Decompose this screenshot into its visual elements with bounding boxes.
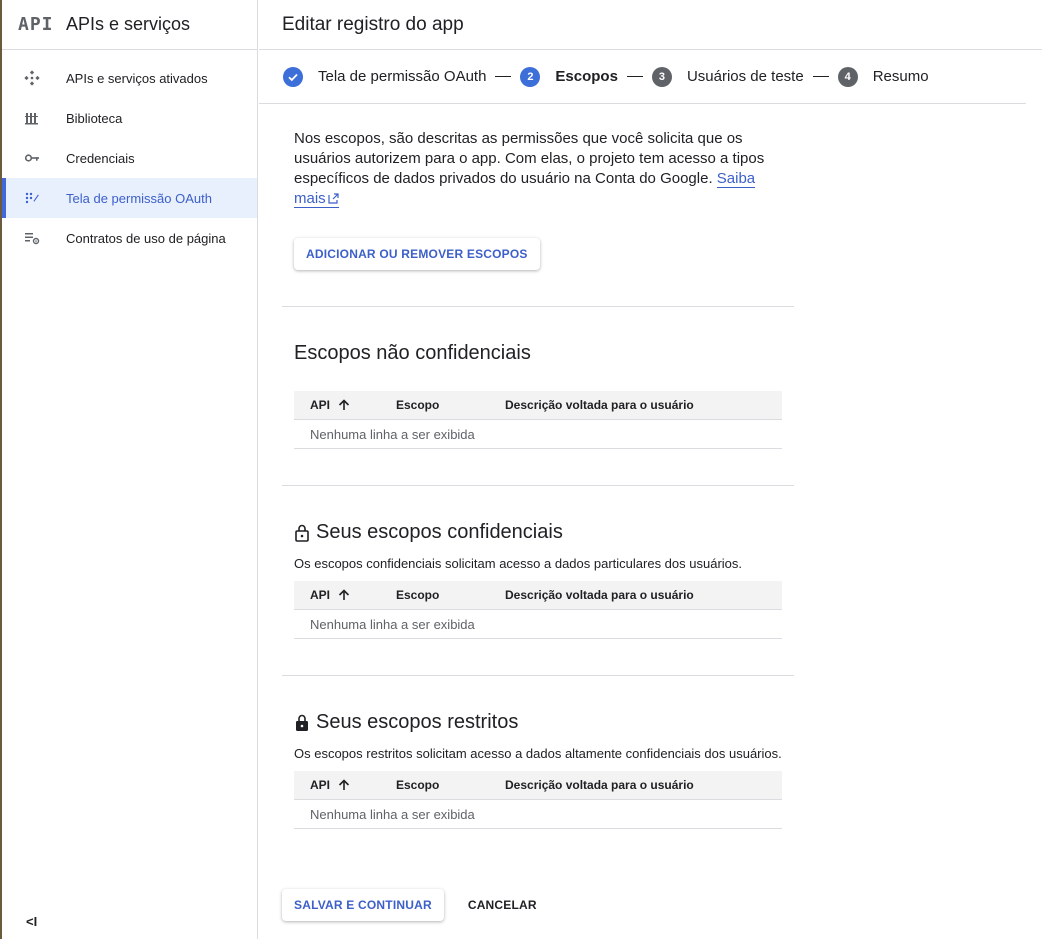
sort-arrow-up-icon (338, 779, 350, 791)
step-label: Tela de permissão OAuth (318, 68, 487, 85)
main-content (259, 0, 1042, 939)
sidebar-item-contratos[interactable] (2, 218, 257, 258)
sidebar-item-credenciais[interactable] (2, 138, 257, 178)
step-separator (813, 76, 829, 77)
column-scope: Escopo (396, 398, 440, 412)
api-logo: API (18, 14, 54, 35)
table-header (294, 581, 782, 610)
diamond-dots-icon (24, 70, 66, 86)
library-icon (24, 110, 66, 126)
column-api[interactable] (294, 778, 396, 792)
sidebar-item-label: Contratos de uso de página (66, 230, 226, 246)
intro-body: Nos escopos, são descritas as permissões que você solicita que os usuários autorizem para o app. Com elas, o projeto tem acesso a tipos específicos de dados privados do usuário na Conta do Google. (294, 130, 765, 187)
step-separator (627, 76, 643, 77)
sidebar-header (2, 0, 257, 50)
step-escopos[interactable] (520, 67, 618, 87)
empty-row: Nenhuma linha a ser exibida (294, 420, 782, 449)
sidebar-item-oauth[interactable] (2, 178, 257, 218)
column-description: Descrição voltada para o usuário (505, 778, 694, 792)
section-title (294, 342, 782, 365)
sidebar-item-label: Biblioteca (66, 110, 123, 126)
step-resumo[interactable] (838, 67, 929, 87)
section-title-text: Escopos não confidenciais (294, 342, 531, 364)
step-label: Usuários de teste (686, 68, 804, 85)
save-continue-button[interactable]: SALVAR E CONTINUAR (282, 889, 444, 921)
section-title-text: Seus escopos confidenciais (316, 521, 563, 543)
column-label: API (310, 778, 331, 792)
step-oauth[interactable] (283, 67, 486, 87)
non-sensitive-scopes-section (282, 307, 794, 449)
sensitive-scopes-table (294, 581, 782, 639)
step-label: Escopos (555, 68, 618, 85)
column-description: Descrição voltada para o usuário (505, 398, 694, 412)
column-label: API (310, 588, 331, 602)
column-api[interactable] (294, 398, 396, 412)
sidebar-item-biblioteca[interactable] (2, 98, 257, 138)
external-link-icon (328, 193, 339, 204)
non-sensitive-scopes-table (294, 391, 782, 449)
settings-list-icon (24, 230, 66, 246)
add-remove-scopes-button[interactable]: ADICIONAR OU REMOVER ESCOPOS (294, 238, 540, 270)
step-number: 4 (838, 67, 858, 87)
column-scope: Escopo (396, 778, 440, 792)
empty-row: Nenhuma linha a ser exibida (294, 610, 782, 639)
column-api[interactable] (294, 588, 396, 602)
step-label: Resumo (872, 68, 929, 85)
section-description: Os escopos restritos solicitam acesso a dados altamente confidenciais dos usuários. (294, 746, 782, 761)
sidebar-item-label: Credenciais (66, 150, 135, 166)
sidebar-item-label: APIs e serviços ativados (66, 70, 208, 86)
step-usuarios-teste[interactable] (652, 67, 804, 87)
section-title (294, 711, 782, 734)
sidebar (2, 0, 258, 939)
table-header (294, 391, 782, 420)
sensitive-scopes-section (282, 486, 794, 639)
cancel-button[interactable]: CANCELAR (467, 898, 537, 912)
sort-arrow-up-icon (338, 589, 350, 601)
lock-open-icon (294, 524, 310, 542)
form-actions (282, 889, 549, 921)
restricted-scopes-section (282, 676, 794, 829)
oauth-dots-icon (24, 190, 66, 206)
step-separator (495, 76, 511, 77)
sidebar-nav (2, 50, 257, 258)
collapse-sidebar-button[interactable]: <I (26, 914, 38, 929)
stepper (259, 50, 1026, 104)
page-title: Editar registro do app (259, 0, 1042, 50)
sidebar-title: APIs e serviços (66, 14, 191, 34)
sort-arrow-up-icon (338, 399, 350, 411)
scopes-content (282, 105, 794, 829)
lock-icon (294, 714, 310, 732)
check-circle-icon (283, 67, 303, 87)
key-icon (24, 150, 66, 166)
step-number: 3 (652, 67, 672, 87)
column-description: Descrição voltada para o usuário (505, 588, 694, 602)
restricted-scopes-table (294, 771, 782, 829)
table-header (294, 771, 782, 800)
sidebar-item-label: Tela de permissão OAuth (66, 190, 212, 206)
learn-more-label: Saiba mais (294, 170, 756, 207)
sidebar-item-apis-ativados[interactable] (2, 58, 257, 98)
section-title-text: Seus escopos restritos (316, 711, 519, 733)
section-description: Os escopos confidenciais solicitam acesso a dados particulares dos usuários. (294, 556, 743, 571)
empty-row: Nenhuma linha a ser exibida (294, 800, 782, 829)
column-label: API (310, 398, 331, 412)
section-title (294, 521, 782, 544)
intro-text (282, 105, 794, 209)
column-scope: Escopo (396, 588, 440, 602)
step-number: 2 (520, 67, 540, 87)
